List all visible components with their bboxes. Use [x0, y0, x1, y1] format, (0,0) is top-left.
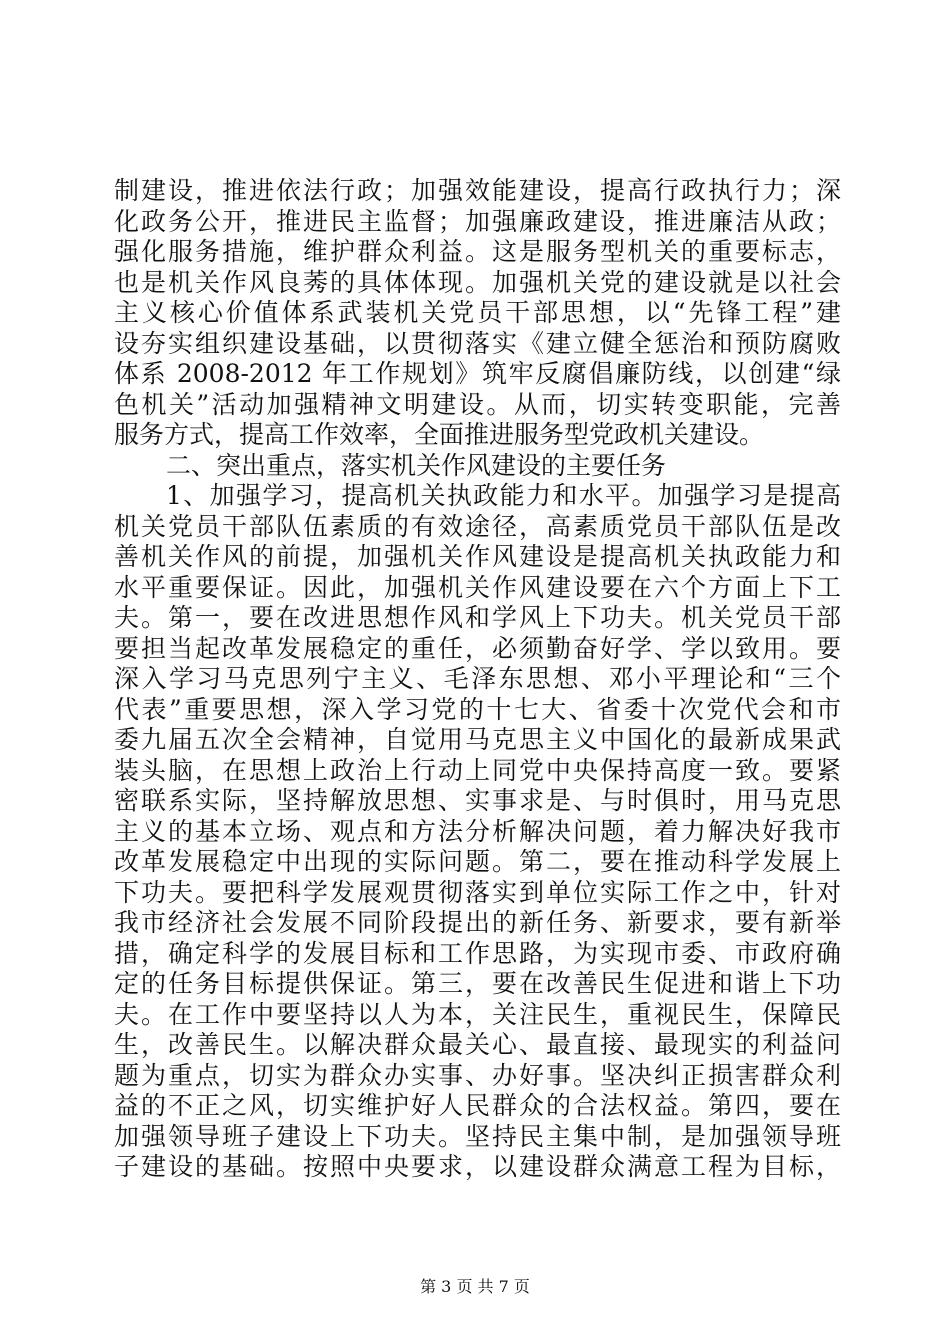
text-line: 定的任务目标提供保证。第三，要在改善民生促进和谐上下功 [114, 969, 841, 998]
page-footer [0, 1277, 950, 1297]
text-line: 善机关作风的前提，加强机关作风建设是提高机关执政能力和 [114, 542, 841, 571]
text-line: 体系 2008-2012 年工作规划》筑牢反腐倡廉防线，以创建“绿 [114, 359, 841, 388]
text-line: 深入学习马克思列宁主义、毛泽东思想、邓小平理论和“三个 [114, 664, 841, 693]
text-line: 主义核心价值体系武装机关党员干部思想，以“先锋工程”建 [114, 298, 841, 327]
text-line: 要担当起改革发展稳定的重任，必须勤奋好学、学以致用。要 [114, 633, 841, 663]
text-line: 主义的基本立场、观点和方法分析解决问题，着力解决好我市 [114, 816, 841, 846]
text-line: 生，改善民生。以解决群众最关心、最直接、最现实的利益问 [114, 1030, 841, 1059]
text-line: 下功夫。要把科学发展观贯彻落实到单位实际工作之中，针对 [114, 877, 841, 907]
text-line: 代表”重要思想，深入学习党的十七大、省委十次党代会和市 [114, 694, 841, 724]
text-line: 也是机关作风良莠的具体体现。加强机关党的建设就是以社会 [114, 267, 841, 297]
text-line: 机关党员干部队伍素质的有效途径，高素质党员干部队伍是改 [114, 511, 841, 541]
text-line: 装头脑，在思想上政治上行动上同党中央保持高度一致。要紧 [114, 755, 841, 785]
text-line: 1、加强学习，提高机关执政能力和水平。加强学习是提高 [166, 481, 841, 510]
text-line: 服务方式，提高工作效率，全面推进服务型党政机关建设。 [114, 420, 765, 449]
text-line: 色机关”活动加强精神文明建设。从而，切实转变职能，完善 [114, 389, 841, 419]
text-line: 强化服务措施，维护群众利益。这是服务型机关的重要标志， [114, 237, 841, 266]
text-line: 我市经济社会发展不同阶段提出的新任务、新要求，要有新举 [114, 908, 841, 937]
text-line: 题为重点，切实为群众办实事、办好事。坚决纠正损害群众利 [114, 1060, 841, 1090]
section-heading: 二、突出重点，落实机关作风建设的主要任务 [166, 450, 667, 480]
text-line: 制建设，推进依法行政；加强效能建设，提高行政执行力；深 [114, 176, 841, 205]
text-line: 益的不正之风，切实维护好人民群众的合法权益。第四，要在 [114, 1091, 841, 1120]
text-line: 密联系实际，坚持解放思想、实事求是、与时俱时，用马克思 [114, 786, 841, 815]
text-line: 措，确定科学的发展目标和工作思路，为实现市委、市政府确 [114, 938, 841, 968]
text-line: 夫。第一，要在改进思想作风和学风上下功夫。机关党员干部 [114, 603, 841, 632]
text-line: 委九届五次全会精神，自觉用马克思主义中国化的最新成果武 [114, 725, 841, 754]
text-line: 设夯实组织建设基础，以贯彻落实《建立健全惩治和预防腐败 [114, 328, 841, 358]
text-line: 水平重要保证。因此，加强机关作风建设要在六个方面上下工 [114, 572, 841, 602]
text-line: 化政务公开，推进民主监督；加强廉政建设，推进廉洁从政； [114, 206, 841, 236]
text-line: 子建设的基础。按照中央要求，以建设群众满意工程为目标， [114, 1152, 841, 1181]
text-line: 改革发展稳定中出现的实际问题。第二，要在推动科学发展上 [114, 847, 841, 876]
text-line: 夫。在工作中要坚持以人为本，关注民生，重视民生，保障民 [114, 999, 841, 1029]
body-text [114, 176, 841, 1183]
page-number-label: 第 3 页 共 7 页 [420, 1277, 530, 1296]
text-line: 加强领导班子建设上下功夫。坚持民主集中制，是加强领导班 [114, 1121, 841, 1151]
